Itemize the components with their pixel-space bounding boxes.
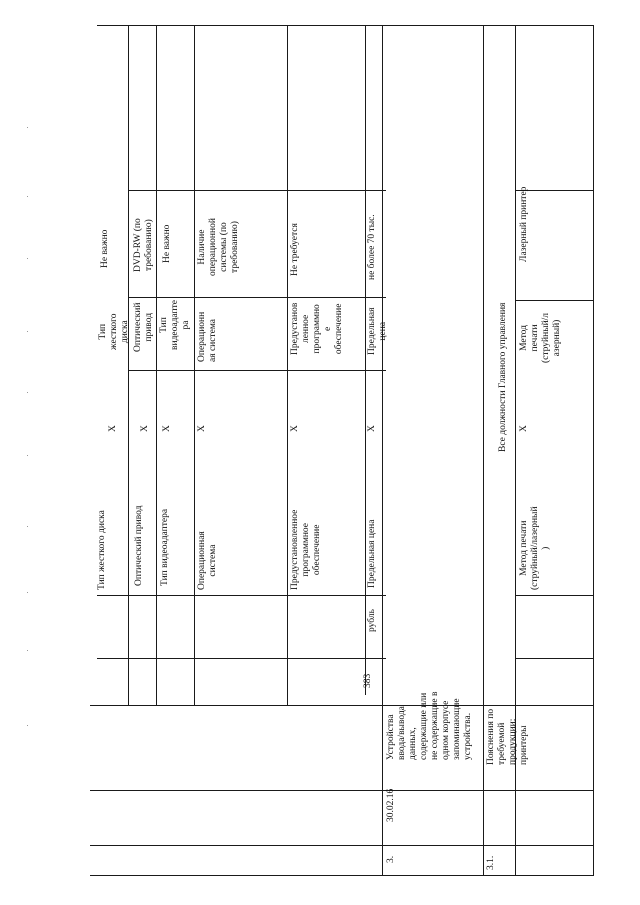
- scan-speck: [27, 331, 28, 332]
- char-mark-video: X: [162, 425, 172, 432]
- row3-product-name: Устройства ввода/вывода данных, содержащие или не содержащие в одном корпусе запоминающие устройства.: [386, 691, 473, 760]
- char-mark-os: X: [197, 425, 207, 432]
- cell-sep-code: [90, 790, 594, 791]
- char-value-software: Не требуется: [290, 223, 300, 276]
- col-divider-b: [156, 25, 157, 705]
- char-value-video: Не важно: [162, 224, 172, 263]
- char-mark-price: X: [367, 425, 377, 432]
- char-short-optical: Оптический привод: [133, 302, 154, 352]
- scan-speck: [27, 592, 28, 593]
- scan-speck: [27, 455, 28, 456]
- printer-sep-name: [515, 595, 593, 596]
- row31-number: 3.1.: [486, 855, 496, 870]
- cell-sep-mark: [128, 370, 386, 371]
- scan-speck: [27, 650, 28, 651]
- char-short-software: Предустанов ленное программно е обеспечение: [290, 302, 344, 355]
- char-short-hdd: Тип жесткого диска: [98, 313, 130, 350]
- char-name-software: Предустановленное программное обеспечение: [290, 509, 322, 590]
- col-divider-a: [128, 25, 129, 705]
- char-value-optical: DVD-RW (по требованию): [133, 218, 154, 272]
- char-short-price: Предельная цена: [367, 307, 388, 355]
- col-divider-e: [382, 25, 383, 875]
- char-short-video: Тип видеоадапте ра: [159, 300, 191, 350]
- table-right-border: [593, 25, 594, 876]
- col-divider-d: [287, 25, 288, 705]
- table-top-border: [97, 25, 594, 26]
- printer-value: Лазерный принтер: [519, 186, 529, 262]
- cell-sep-short: [128, 297, 386, 298]
- scan-speck: [27, 526, 28, 527]
- scan-speck: [27, 258, 28, 259]
- char-mark-software: X: [290, 425, 300, 432]
- char-name-price: Предельная цена: [367, 519, 377, 588]
- printer-name: Метод печати (струйный/лазерный ): [519, 506, 551, 590]
- char-name-hdd: Тип жесткого диска: [97, 510, 107, 590]
- cell-sep-num: [90, 845, 594, 846]
- all-positions-label: Все должности Главного управления: [498, 302, 508, 452]
- char-mark-hdd: X: [108, 425, 118, 432]
- okei-code: 383: [363, 673, 373, 688]
- unit-label: рубль: [367, 609, 377, 632]
- scan-speck: [27, 196, 28, 197]
- cell-sep-unit: [97, 658, 386, 659]
- col-divider-c: [194, 25, 195, 705]
- row-divider-r3-bottom: [483, 25, 484, 875]
- cell-sep-lower: [90, 705, 594, 706]
- char-name-os: Операционная система: [197, 531, 218, 590]
- char-value-hdd: Не важно: [100, 229, 110, 268]
- scan-speck: [27, 725, 28, 726]
- scan-speck: [27, 127, 28, 128]
- printer-mark: X: [519, 425, 529, 432]
- printer-sep-short: [515, 300, 593, 301]
- row31-note: Пояснения по требуемой продукции: принтеры: [486, 708, 529, 765]
- char-name-video: Тип видеоадаптера: [160, 508, 170, 586]
- scan-speck: [27, 392, 28, 393]
- cell-sep-top: [128, 190, 386, 191]
- char-value-os: Наличие операционной системы (по требованию): [197, 218, 240, 276]
- printer-sep-unit: [515, 658, 593, 659]
- char-name-optical: Оптический привод: [134, 505, 144, 586]
- char-mark-optical: X: [140, 425, 150, 432]
- printer-short: Метод печати (струйный/л азерный): [519, 312, 562, 363]
- char-value-price: не более 70 тыс.: [367, 214, 377, 280]
- table-bottom-border: [90, 875, 594, 876]
- row3-number: 3.: [386, 855, 396, 863]
- row3-code: 30.02.16: [386, 788, 396, 822]
- char-short-os: Операционн ая система: [197, 311, 218, 362]
- cell-sep-name: [97, 595, 386, 596]
